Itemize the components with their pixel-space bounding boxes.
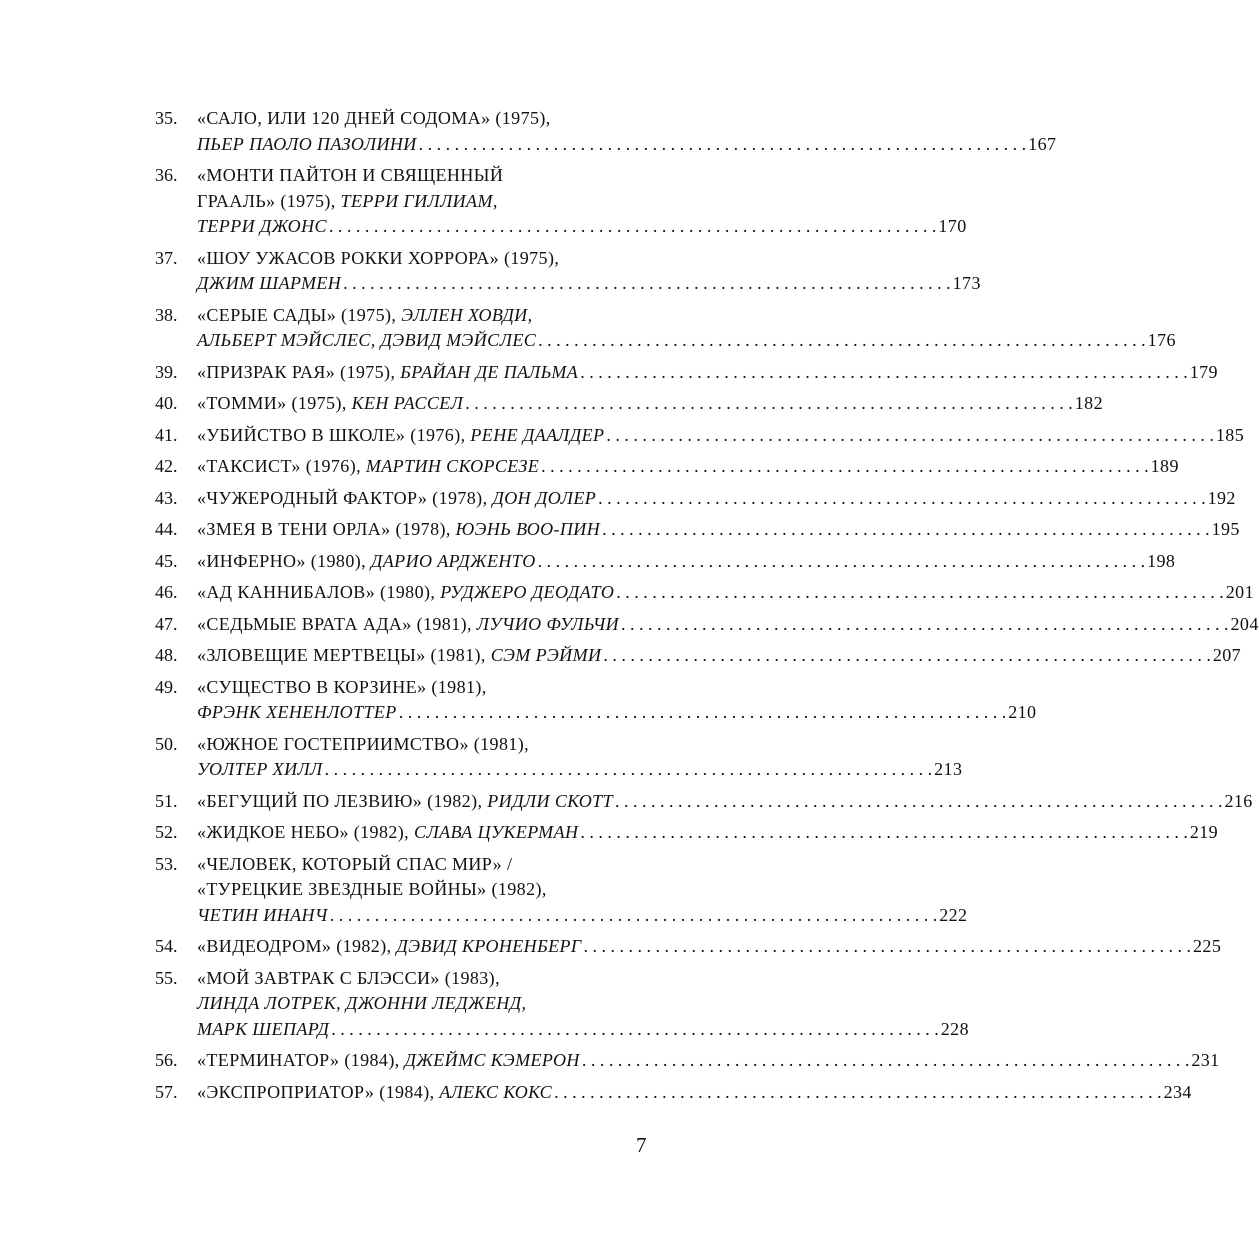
entry-last-line [197, 214, 967, 240]
entry-body [197, 789, 1253, 815]
director-name: МАРТИН СКОРСЕЗЕ [365, 456, 540, 476]
entry-body [197, 675, 1036, 726]
dot-leader [580, 820, 1188, 846]
page-number: 7 [636, 1133, 647, 1157]
director-name: РУДЖЕРО ДЕОДАТО [440, 582, 615, 602]
director-name: ДЖЕЙМС КЭМЕРОН [404, 1050, 580, 1070]
entry-text [197, 132, 417, 158]
toc-entry [155, 643, 1242, 669]
entry-body [197, 852, 967, 929]
entry-last-line [197, 934, 1221, 960]
entry-body [197, 106, 1056, 157]
toc-entry [155, 580, 1254, 606]
entry-number: 53. [155, 853, 178, 874]
entry-body [197, 643, 1241, 669]
entry-text [197, 517, 600, 543]
entry-number: 52. [155, 822, 178, 842]
director-name: ТЕРРИ ГИЛЛИАМ, [340, 190, 498, 211]
entry-last-line [197, 820, 1218, 846]
page-reference: 216 [1224, 790, 1253, 811]
director-name: ЛИНДА ЛОТРЕК, ДЖОННИ ЛЕДЖЕНД, [197, 993, 527, 1013]
entry-body [197, 1080, 1192, 1106]
director-name: ЮЭНЬ ВОО-ПИН [455, 519, 601, 539]
entry-body [197, 820, 1218, 846]
dot-leader [554, 1080, 1162, 1106]
toc-entry [155, 106, 1057, 157]
page-reference: 173 [952, 273, 981, 293]
entry-title-line [197, 163, 967, 189]
film-title: «МОЙ ЗАВТРАК С БЛЭССИ» (1983), [197, 967, 500, 988]
entry-number: 36. [155, 165, 178, 185]
entry-text [197, 423, 604, 449]
entry-last-line [197, 757, 962, 783]
entry-text [197, 612, 619, 638]
director-name: ЭЛЛЕН ХОВДИ, [401, 304, 533, 325]
entry-last-line [197, 612, 1259, 638]
entry-text [197, 1017, 329, 1043]
dot-leader [580, 360, 1188, 386]
entry-last-line [197, 549, 1175, 575]
film-title: «ПРИЗРАК РАЯ» (1975), [197, 361, 401, 382]
dot-leader [598, 486, 1206, 512]
entry-text [197, 903, 328, 929]
film-title: «ЧЕЛОВЕК, КОТОРЫЙ СПАС МИР» / [197, 853, 513, 874]
entry-title-line [197, 966, 969, 992]
toc-entry [155, 675, 1037, 726]
page-reference: 234 [1163, 1081, 1192, 1102]
entry-last-line [197, 789, 1253, 815]
dot-leader [541, 454, 1149, 480]
toc-entry [155, 732, 963, 783]
entry-number: 57. [155, 1081, 178, 1102]
entry-number: 54. [155, 936, 178, 956]
director-name: ДАРИО АРДЖЕНТО [370, 550, 536, 571]
entry-body [197, 549, 1175, 575]
film-title: «СЕРЫЕ САДЫ» (1975), [197, 304, 402, 325]
entry-number: 41. [155, 424, 178, 445]
director-name: ЛУЧИО ФУЛЬЧИ [476, 613, 620, 634]
film-title: «АД КАННИБАЛОВ» (1980), [197, 582, 441, 602]
toc-entry [155, 246, 981, 297]
entry-number: 46. [155, 582, 178, 602]
toc-entry [155, 423, 1245, 449]
toc-entry [155, 360, 1218, 386]
entry-body [197, 360, 1218, 386]
entry-text [197, 486, 596, 512]
dot-leader [606, 423, 1214, 449]
page-reference: 189 [1150, 456, 1179, 476]
entry-continuation-line [197, 877, 967, 903]
page-reference: 219 [1189, 822, 1219, 842]
film-title: «ЗМЕЯ В ТЕНИ ОРЛА» (1978), [197, 519, 456, 539]
entry-body [197, 934, 1221, 960]
page-reference: 204 [1230, 613, 1259, 634]
toc-entry [155, 549, 1176, 575]
director-name: ДЭВИД КРОНЕНБЕРГ [396, 936, 582, 956]
director-name: МАРК ШЕПАРД [197, 1018, 330, 1039]
director-name: ДЖИМ ШАРМЕН [197, 273, 342, 293]
page-reference: 210 [1008, 702, 1037, 722]
entry-body [197, 303, 1176, 354]
dot-leader [584, 934, 1192, 960]
toc-entry [155, 789, 1253, 815]
entry-number: 48. [155, 645, 178, 665]
director-name: РЕНЕ ДААЛДЕР [470, 424, 605, 445]
entry-text [197, 757, 323, 783]
page-reference: 207 [1212, 645, 1242, 665]
dot-leader [325, 757, 933, 783]
entry-title-line [197, 303, 1176, 329]
entry-title-line [197, 106, 1056, 132]
entry-body [197, 517, 1240, 543]
page-reference: 170 [938, 216, 967, 236]
entry-number: 56. [155, 1050, 178, 1070]
director-name: УОЛТЕР ХИЛЛ [197, 759, 323, 779]
film-title: «ШОУ УЖАСОВ РОККИ ХОРРОРА» (1975), [197, 247, 560, 268]
entry-last-line [197, 903, 967, 929]
entry-last-line [197, 360, 1218, 386]
entry-text [197, 328, 536, 354]
entry-number: 37. [155, 247, 178, 268]
entry-text [197, 934, 582, 960]
entry-text [197, 1048, 580, 1074]
toc-entry [155, 517, 1240, 543]
entry-number: 50. [155, 733, 178, 754]
entry-text [197, 820, 578, 846]
director-name: ДОН ДОЛЕР [492, 487, 597, 508]
film-title: «УБИЙСТВО В ШКОЛЕ» (1976), [197, 424, 471, 445]
film-title: «ТУРЕЦКИЕ ЗВЕЗДНЫЕ ВОЙНЫ» (1982), [197, 879, 547, 899]
film-title: «САЛО, ИЛИ 120 ДНЕЙ СОДОМА» (1975), [197, 108, 551, 128]
film-title: «СЕДЬМЫЕ ВРАТА АДА» (1981), [197, 613, 477, 634]
page-reference: 185 [1215, 424, 1245, 445]
toc-entry [155, 391, 1103, 417]
director-name: РИДЛИ СКОТТ [487, 790, 613, 811]
page-reference: 225 [1193, 936, 1222, 956]
director-name: ТЕРРИ ДЖОНС [197, 216, 327, 236]
entry-text [197, 643, 601, 669]
director-name: ЧЕТИН ИНАНЧ [197, 904, 328, 925]
entry-text [197, 454, 539, 480]
entry-body [197, 486, 1236, 512]
toc-entry [155, 303, 1176, 354]
entry-continuation-line [197, 189, 967, 215]
dot-leader [538, 549, 1146, 575]
dot-leader [603, 643, 1211, 669]
dot-leader [343, 271, 951, 297]
entry-body [197, 1048, 1220, 1074]
toc-entry [155, 820, 1219, 846]
entry-last-line [197, 328, 1176, 354]
film-title: «МОНТИ ПАЙТОН И СВЯЩЕННЫЙ [197, 165, 504, 185]
entry-text [197, 1080, 552, 1106]
entry-body [197, 580, 1254, 606]
entry-body [197, 966, 969, 1043]
entry-body [197, 246, 981, 297]
page-reference: 192 [1207, 487, 1236, 508]
toc-entry [155, 612, 1259, 638]
entry-last-line [197, 391, 1103, 417]
toc-entry [155, 852, 968, 929]
page-reference: 176 [1147, 330, 1176, 350]
dot-leader [621, 612, 1229, 638]
entry-text [197, 789, 613, 815]
film-title: «ТАКСИСТ» (1976), [197, 456, 366, 476]
page-reference: 201 [1225, 582, 1254, 602]
dot-leader [329, 214, 937, 240]
director-name: ПЬЕР ПАОЛО ПАЗОЛИНИ [197, 133, 417, 154]
dot-leader [419, 132, 1027, 158]
dot-leader [616, 580, 1224, 606]
toc-entry [155, 486, 1236, 512]
entry-body [197, 423, 1244, 449]
entry-number: 35. [155, 108, 178, 128]
page-reference: 228 [940, 1018, 969, 1039]
film-title: «ЭКСПРОПРИАТОР» (1984), [197, 1081, 440, 1102]
page-reference: 167 [1028, 133, 1057, 154]
director-name: СЛАВА ЦУКЕРМАН [413, 822, 579, 842]
page-reference: 198 [1147, 550, 1176, 571]
entry-text [197, 580, 614, 606]
film-title: «ВИДЕОДРОМ» (1982), [197, 936, 397, 956]
entry-last-line [197, 132, 1056, 158]
dot-leader [465, 391, 1073, 417]
entry-text [197, 214, 327, 240]
entry-number: 44. [155, 519, 178, 539]
film-title: «ТОММИ» (1975), [197, 393, 352, 413]
film-title: «ЗЛОВЕЩИЕ МЕРТВЕЦЫ» (1981), [197, 645, 491, 665]
dot-leader [330, 903, 938, 929]
film-title: «ТЕРМИНАТОР» (1984), [197, 1050, 405, 1070]
entry-text [197, 549, 536, 575]
page-reference: 195 [1211, 519, 1240, 539]
entry-last-line [197, 643, 1241, 669]
entry-text [197, 700, 397, 726]
entry-last-line [197, 454, 1179, 480]
page-reference: 222 [939, 904, 968, 925]
entry-last-line [197, 486, 1236, 512]
entry-last-line [197, 700, 1036, 726]
entry-number: 38. [155, 304, 178, 325]
entry-title-line [197, 852, 967, 878]
film-title: «ЧУЖЕРОДНЫЙ ФАКТОР» (1978), [197, 487, 493, 508]
entry-last-line [197, 517, 1240, 543]
entry-title-line [197, 675, 1036, 701]
director-name: БРАЙАН ДЕ ПАЛЬМА [400, 361, 579, 382]
entry-number: 42. [155, 456, 178, 476]
entry-number: 51. [155, 790, 178, 811]
toc-entry [155, 1048, 1220, 1074]
entry-number: 43. [155, 487, 178, 508]
entry-title-line [197, 246, 981, 272]
entry-body [197, 163, 967, 240]
dot-leader [615, 789, 1223, 815]
entry-body [197, 391, 1103, 417]
film-title: «ЖИДКОЕ НЕБО» (1982), [197, 822, 414, 842]
entry-title-line [197, 732, 962, 758]
dot-leader [331, 1017, 939, 1043]
entry-last-line [197, 1048, 1220, 1074]
film-title: «БЕГУЩИЙ ПО ЛЕЗВИЮ» (1982), [197, 790, 488, 811]
dot-leader [582, 1048, 1190, 1074]
toc-entry [155, 934, 1222, 960]
entry-last-line [197, 271, 981, 297]
entry-text [197, 391, 463, 417]
film-title: «ЮЖНОЕ ГОСТЕПРИИМСТВО» (1981), [197, 733, 530, 754]
film-title: «ИНФЕРНО» (1980), [197, 550, 371, 571]
entry-last-line [197, 1017, 969, 1043]
entry-body [197, 732, 962, 783]
toc-entry [155, 454, 1179, 480]
table-of-contents [155, 106, 1259, 1111]
director-name: ФРЭНК ХЕНЕНЛОТТЕР [197, 702, 397, 722]
entry-last-line [197, 580, 1254, 606]
page-reference: 179 [1189, 361, 1218, 382]
entry-last-line [197, 423, 1244, 449]
toc-entry [155, 163, 967, 240]
dot-leader [538, 328, 1146, 354]
entry-body [197, 454, 1179, 480]
page-reference: 231 [1191, 1050, 1220, 1070]
toc-entry [155, 1080, 1192, 1106]
toc-entry [155, 966, 969, 1043]
film-title: «СУЩЕСТВО В КОРЗИНЕ» (1981), [197, 676, 487, 697]
director-name: СЭМ РЭЙМИ [490, 645, 602, 665]
entry-body [197, 612, 1259, 638]
entry-number: 39. [155, 361, 178, 382]
entry-continuation-line [197, 991, 969, 1017]
entry-text [197, 271, 341, 297]
entry-text [197, 360, 578, 386]
dot-leader [399, 700, 1007, 726]
entry-number: 40. [155, 393, 178, 413]
entry-number: 55. [155, 967, 178, 988]
entry-number: 45. [155, 550, 178, 571]
director-name: АЛЕКС КОКС [439, 1081, 553, 1102]
page-reference: 213 [934, 759, 963, 779]
page-reference: 182 [1074, 393, 1103, 413]
director-name: АЛЬБЕРТ МЭЙСЛЕС, ДЭВИД МЭЙСЛЕС [197, 330, 537, 350]
entry-last-line [197, 1080, 1192, 1106]
entry-number: 49. [155, 676, 178, 697]
dot-leader [602, 517, 1210, 543]
film-title: ГРААЛЬ» (1975), [197, 190, 341, 211]
director-name: КЕН РАССЕЛ [351, 393, 464, 413]
entry-number: 47. [155, 613, 178, 634]
